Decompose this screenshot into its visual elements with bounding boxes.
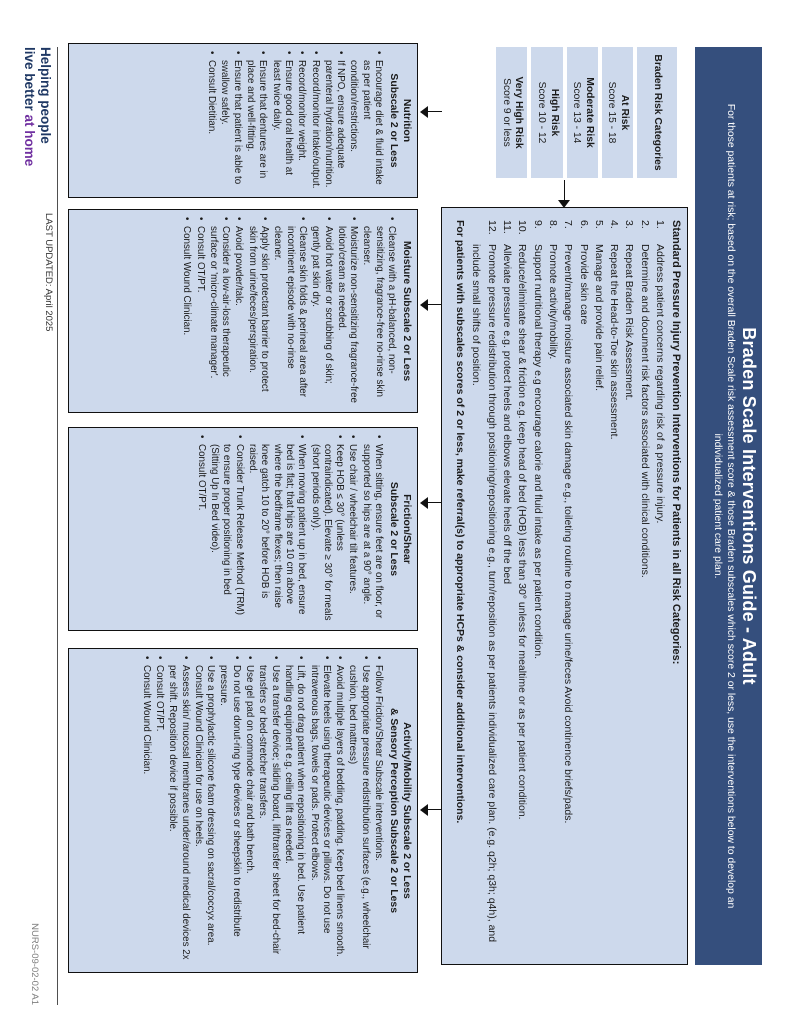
list-item: • Use appropriate pressure redistribution surfaces (e.g., wheelchair cushion, bed mattress)	[346, 656, 371, 965]
list-item: • Record/monitor weight.	[295, 51, 307, 190]
document-code: NURS-09-02-02 A1	[29, 923, 40, 1005]
risk-score: Score 9 or less	[500, 78, 512, 147]
box-title	[387, 435, 413, 623]
arrow-head	[420, 497, 428, 509]
list-item: • Consult Wound Clinician.	[139, 656, 151, 965]
header-bar	[695, 47, 762, 965]
list-item: • Use a transfer device; sliding board, lift/transfer sheet for bed-chair transfers or bed-stretcher transfers.	[256, 656, 281, 965]
box-title-line: Friction/Shear	[401, 494, 412, 564]
logo-line2-accent: at home	[22, 114, 37, 167]
arrow-head	[420, 299, 428, 311]
list-item: • Record/monitor intake/output.	[308, 51, 320, 190]
intervention-item: Determine and document risk factors associated with clinical conditions.	[638, 244, 651, 578]
box-title	[400, 217, 413, 405]
list-item: • Cleanse with a pH-balanced, non-sensitizing, fragrance-free no-rinse skin cleanser.	[360, 217, 397, 405]
intervention-item: Prevent/manage moisture associated skin damage e.g., toileting routine to manage urine/feces Avoid continence briefs/pads.	[562, 244, 575, 824]
risk-row-high	[531, 47, 562, 178]
list-item: • Apply skin protectant barrier to protect skin from urine/feces/perspiration.	[245, 217, 270, 405]
logo-line2	[21, 47, 37, 166]
list-item: • Consider a low-air-loss therapeutic surface or 'micro-climate manager'.	[207, 217, 232, 405]
list-item: • Use chair / wheelchair tilt features.	[346, 435, 358, 623]
bullet-list	[139, 656, 384, 965]
arrow-shaft	[564, 180, 565, 201]
intervention-item: Provide skin care	[577, 244, 590, 325]
interventions-heading: Standard Pressure Injury Prevention Interventions for Patients in all Risk Categories:	[670, 220, 682, 665]
box-title	[387, 656, 413, 965]
arrow-shaft	[427, 809, 442, 810]
list-item: • When sitting, ensure feet are on floor, or supported so hips are at a 90° angle.	[359, 435, 384, 623]
nutrition-subscale-box	[68, 43, 418, 198]
list-item: • Consult OT/PT.	[153, 656, 165, 965]
down-arrow-icon	[420, 496, 442, 510]
box-title-line: Subscale 2 or Less	[388, 73, 399, 168]
risk-row-moderate	[567, 47, 598, 178]
footer-divider	[57, 47, 58, 1005]
logo-line2-prefix: live better	[22, 47, 37, 115]
intervention-item: Alleviate pressure e.g. protect heels and elbows elevate heels off the bed	[501, 244, 514, 585]
last-updated-label: LAST UPDATED: April 2025	[43, 213, 54, 332]
arrow-head	[420, 804, 428, 816]
risk-table-header: Braden Risk Categories	[637, 47, 677, 178]
list-item: • Lift, do not drag patient when repositioning in bed. Use patient handling equipment e.g. ceiling lift as needed.	[282, 656, 307, 965]
page-subtitle: For those patients at risk; based on the overall Braden Scale risk assessment score & those Braden subscales which score 2 or less, use the interventions below to develop an individualized patient care plan.	[712, 103, 736, 909]
intervention-item: Manage and provide pain relief.	[592, 244, 605, 392]
list-item: • Encourage diet & fluid intake as per patient condition/restrictions.	[347, 51, 384, 190]
list-item: • Consult OT/PT.	[193, 217, 205, 405]
risk-label: Very High Risk	[513, 76, 525, 149]
risk-label: High Risk	[548, 88, 560, 137]
list-item: • Follow Friction/Shear Subscale interventions.	[372, 656, 384, 965]
arrow-head	[420, 106, 428, 118]
referral-note: For patients with subscales scores of 2 or less, make referral(s) to appropriate HCPs & consider additional interventions.	[454, 220, 467, 824]
list-item: • Consult Wound Clinician.	[180, 217, 192, 405]
risk-score: Score 10 - 12	[536, 81, 548, 144]
risk-score: Score 13 - 14	[571, 81, 583, 144]
vha-logo	[21, 47, 53, 166]
arrow-shaft	[427, 111, 442, 112]
arrow-shaft	[427, 304, 442, 305]
moisture-subscale-box	[68, 209, 418, 413]
list-item: • Elevate heels using therapeutic devices or pillows. Do not use intravenous bags, towels or pads. Protect elbows.	[307, 656, 332, 965]
bullet-list	[180, 217, 397, 405]
activity-mobility-subscale-box	[68, 648, 418, 973]
list-item: • Consider Trunk Release Method (TRM) to ensure proper positioning in bed (Sitting Up In Bed video).	[208, 435, 245, 623]
intervention-item: Repeat the Head-to-Toe skin assessment.	[608, 244, 621, 440]
bullet-list	[205, 51, 384, 190]
bullet-list	[195, 435, 384, 623]
box-title	[387, 51, 413, 190]
risk-score: Score 15 - 18	[606, 81, 618, 144]
list-item: • Assess skin/ mucosal membranes under/around medical devices 2x per shift. Reposition device if possible.	[166, 656, 191, 965]
down-arrow-icon	[420, 298, 442, 312]
down-arrow-icon	[420, 803, 442, 817]
intervention-item: Promote pressure redistribution through positioning/repositioning e.g., turn/reposition as per patients individualized care plan. (e.g. q2h; q3h; q4h), and include small shifts of position.	[470, 244, 498, 943]
logo-line1: Helping people	[38, 47, 53, 144]
list-item: • Avoid multiple layers of bedding, padding. Keep bed linens smooth.	[333, 656, 345, 965]
list-item: • When moving patient up in bed, ensure bed is flat; that hips are 10 cm above where the bedframe flexes; then raise knee gatch 10 to 20° before HOB is raised.	[246, 435, 307, 623]
list-item: • Keep HOB ≤ 30° (unless contraindicated). Elevate ≥ 30° for meals (short periods only).	[308, 435, 345, 623]
list-item: • If NPO, ensure adequate parenteral hydration/nutrition.	[322, 51, 347, 190]
interventions-list	[468, 220, 667, 954]
list-item: • Ensure good oral health at least twice daily.	[269, 51, 294, 190]
page-title: Braden Scale Interventions Guide - Adult	[739, 327, 759, 685]
arrow-shaft	[427, 502, 442, 503]
box-title-line: Activity/Mobility Subscale 2 or Less	[401, 722, 412, 899]
list-item: • Use gel pad on commode chair and bath bench.	[243, 656, 255, 965]
intervention-item: Support nutritional therapy e.g encourage calorie and fluid intake as per patient condition.	[531, 244, 544, 660]
friction-shear-subscale-box	[68, 427, 418, 631]
risk-row-very-high	[496, 47, 527, 178]
list-item: • Avoid powder/talc.	[232, 217, 244, 405]
intervention-item: Reduce/eliminate shear & friction e.g. keep head of bed (HOB) less than 30° unless for mealtime or as per patient condition.	[516, 244, 529, 820]
list-item: • Cleanse skin folds & perineal area after incontinent episode with no-rinse cleaner.	[271, 217, 308, 405]
box-title-line: Subscale 2 or Less	[388, 481, 399, 577]
list-item: • Ensure that patient is able to swallow safely.	[218, 51, 243, 190]
risk-label: Moderate Risk	[583, 77, 595, 148]
box-title-line: Moisture Subscale 2 or Less	[401, 240, 412, 382]
down-arrow-icon	[420, 105, 442, 119]
intervention-item: Promote activity/mobility.	[546, 244, 559, 360]
list-item: • Consult Dietitian.	[205, 51, 217, 190]
risk-label: At Risk	[619, 94, 630, 131]
list-item: • Avoid hot water or scrubbing of skin; gently pat skin dry.	[309, 217, 334, 405]
list-item: • Ensure that dentures are in place and well-fitting.	[244, 51, 269, 190]
box-title-line: & Sensory Perception Subscale 2 or Less	[388, 707, 399, 913]
list-item: • Moisturize non-sensitizing fragrance-free lotion/cream as needed.	[335, 217, 360, 405]
list-item: • Consult OT/PT.	[195, 435, 207, 623]
braden-risk-table	[492, 47, 677, 178]
right-arrow-icon	[558, 180, 570, 208]
box-title-line: Nutrition	[401, 98, 412, 143]
risk-row-at-risk	[602, 47, 633, 178]
list-item: • Do not use donut-ring type devices or sheepskin to redistribute pressure.	[217, 656, 242, 965]
intervention-item: Address patient concerns regarding risk of a pressure injury.	[654, 244, 666, 524]
standard-interventions-box	[441, 207, 688, 965]
list-item: • Use a prophylactic silicone foam dressing on sacral/coccyx area. Consult Wound Clinician for use on heels.	[192, 656, 217, 965]
intervention-item: Repeat Braden Risk Assessment.	[623, 244, 636, 401]
